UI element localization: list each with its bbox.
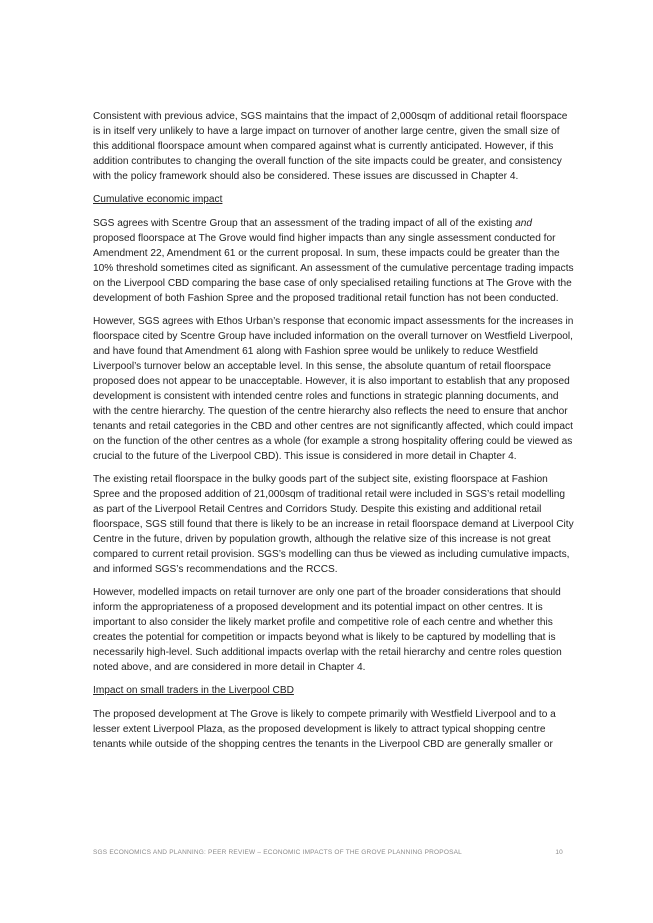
paragraph-cumulative-text-start: SGS agrees with Scentre Group that an assessment of the trading impact of all of the existing [93,218,516,229]
paragraph-ethos-response: However, SGS agrees with Ethos Urban’s response that economic impact assessments for the increases in floorspace cited by Scentre Group have included information on the overall turnover on Westfield Liverpool, and have found that Amendment 61 along with Fashion spree would be unlikely to reduce Westfield Liverpool’s turnover below an acceptable level. In this sense, the absolute quantum of retail floorspace proposed does not appear to be unacceptable. However, it is also important to establish that any proposed development is consistent with intended centre roles and functions in strategic planning documents, and with the centre hierarchy. The question of the centre hierarchy also reflects the need to ensure that anchor tenants and retail categories in the CBD and other centres are not significantly affected, which could impact on the function of the other centres as a whole (for example a strong hospitality offering could be viewed as crucial to the future of the Liverpool CBD). This issue is considered in more detail in Chapter 4. [93,316,574,462]
heading-cumulative-economic-impact: Cumulative economic impact [93,194,223,205]
paragraph-modelled-impacts: However, modelled impacts on retail turnover are only one part of the broader considerations that should inform the appropriateness of a proposed development and its potential impact on other centres. It is important to also consider the likely market profile and competitive role of each centre and whether this creates the potential for competition or impacts beyond what is likely to be captured by modelling that is necessarily high-level. Such additional impacts overlap with the retail hierarchy and centre roles question noted above, and are considered in more detail in Chapter 4. [93,587,562,673]
paragraph-cumulative-emphasis: and [515,218,533,229]
page-footer [93,848,563,858]
paragraph-cumulative-text-end: proposed floorspace at The Grove would find higher impacts than any single assessment conducted for Amendment 22, Amendment 61 or the current proposal. In sum, these impacts could be greater than the 10% threshold sometimes cited as significant. An assessment of the cumulative percentage trading impacts on the Liverpool CBD comparing the base case of only specialised retailing functions at The Grove with the development of both Fashion Spree and the proposed traditional retail function has not been conducted. [93,233,574,304]
paragraph-function-impact: Consistent with previous advice, SGS maintains that the impact of 2,000sqm of additional retail floorspace is in itself very unlikely to have a large impact on turnover of another large centre, given the small size of this additional floorspace amount when compared against what is currently anticipated. However, if this addition contributes to changing the overall function of the site impacts could be greater, and consistency with the policy framework should also be considered. These issues are discussed in Chapter 4. [93,111,568,182]
footer-title: SGS ECONOMICS AND PLANNING: PEER REVIEW – ECONOMIC IMPACTS OF THE GROVE PLANNING PROPOSAL [93,849,462,856]
paragraph-cumulative-assessment [93,216,575,306]
paragraph-retail-modelling: The existing retail floorspace in the bulky goods part of the subject site, existing floorspace at Fashion Spree and the proposed addition of 21,000sqm of traditional retail were included in SGS’s retail modelling as part of the Liverpool Retail Centres and Corridors Study. Despite this existing and additional retail floorspace, SGS still found that there is likely to be an increase in retail floorspace demand at Liverpool City Centre in the future, driven by population growth, although the relative size of this increase is not great compared to current retail provision. SGS’s modelling can thus be viewed as including cumulative impacts, and informed SGS’s recommendations and the RCCS. [93,474,574,575]
heading-small-traders: Impact on small traders in the Liverpool CBD [93,685,294,696]
paragraph-small-traders: The proposed development at The Grove is likely to compete primarily with Westfield Liverpool and to a lesser extent Liverpool Plaza, as the proposed development is likely to attract typical shopping centre tenants while outside of the shopping centres the tenants in the Liverpool CBD are generally smaller or [93,709,556,750]
page-number: 10 [555,849,563,856]
page-body [93,109,575,760]
